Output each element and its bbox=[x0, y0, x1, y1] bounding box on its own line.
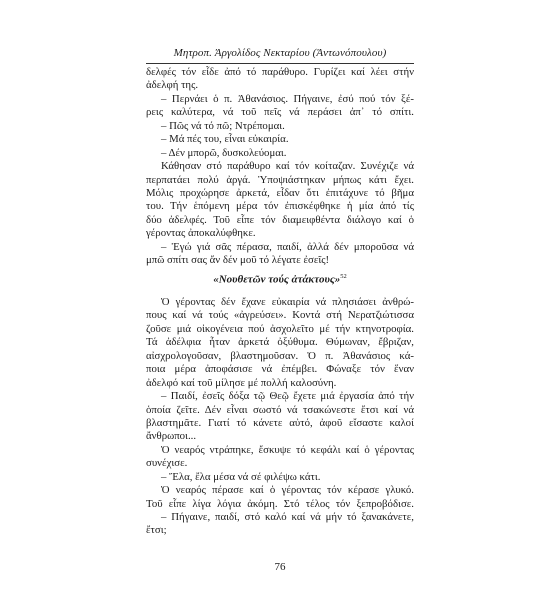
second-section-text bbox=[146, 296, 414, 538]
text-line: Ὁ νεαρός πέρασε καί ὁ γέροντας τόν κέρασε γλυκό. bbox=[161, 484, 414, 497]
text-line: ζοῦσε μιά οἰκογένεια πού ἀσχολεῖτο μέ τήν κτηνοτροφία. bbox=[146, 322, 414, 335]
text-line: γέροντας ἀποκαλύφθηκε. bbox=[146, 227, 256, 240]
text-line: – Πήγαινε, παιδί, στό καλό καί νά μήν τό ξανακάνετε, bbox=[161, 511, 414, 523]
page-number: 76 bbox=[274, 561, 286, 573]
text-line: του. Τήν ἑπόμενη μέρα τόν ἐπισκέφθηκε ἡ μία ἀπό τίς bbox=[146, 200, 414, 213]
text-line: Κάθησαν στό παράθυρο καί τόν κοίταζαν. Συνέχιζε νά bbox=[161, 160, 414, 173]
text-line: ρεις καλύτερα, νά τοῦ πεῖς νά περάσει ἀπ᾽ τό σπίτι. bbox=[146, 106, 414, 119]
text-line: Τά ἀδέλφια ἦταν ἀρκετά ὀξύθυμα. Θύμωναν, ἔβριζαν, bbox=[146, 336, 414, 349]
text-line: αἰσχρολογοῦσαν, βλαστημοῦσαν. Ὁ π. Ἀθανάσιος κά- bbox=[146, 349, 414, 362]
text-line: ἔτσι; bbox=[146, 524, 167, 537]
text-line: βλαστημᾶτε. Γιατί τό κάνετε αὐτό, ἀφοῦ εἴσαστε καλοί bbox=[146, 416, 414, 429]
text-line: – Μά πές του, εἶναι εὐκαιρία. bbox=[161, 133, 289, 146]
text-line: Ὁ γέροντας δέν ἔχανε εὐκαιρία νά πλησιάσει ἀνθρώ- bbox=[161, 296, 414, 308]
text-line: Μόλις προχώρησε ἀρκετά, εἶδαν ὅτι ἐπιτάχυνε τό βῆμα bbox=[146, 186, 414, 199]
text-line: Ὁ νεαρός ντράπηκε, ἔσκυψε τό κεφάλι καί ὁ γέροντας bbox=[161, 443, 414, 456]
header-rule bbox=[146, 63, 414, 64]
text-line: δύο ἀδελφές. Τοῦ εἶπε τόν διαμειφθέντα διάλογο καί ὁ bbox=[146, 213, 414, 226]
running-header: Μητροπ. Ἀργολίδος Νεκταρίου (Ἀντωνόπουλου) bbox=[173, 47, 387, 59]
text-line: ἀδελφή της. bbox=[146, 79, 199, 92]
section-title: «Νουθετῶν τούς ἀτάκτους» bbox=[213, 273, 341, 286]
text-line: – Ἐγώ γιά σᾶς πέρασα, παιδί, ἀλλά δέν μποροῦσα νά bbox=[161, 240, 414, 253]
text-line: – Πῶς νά τό πῶ; Ντρέπομαι. bbox=[161, 119, 285, 132]
text-line: – Παιδί, ἐσεῖς δόξα τῷ Θεῷ ἔχετε μιά ἐργασία ἀπό τήν bbox=[161, 390, 414, 403]
text-line: ἄνθρωποι... bbox=[146, 430, 197, 443]
text-line: περπατάει πολύ ἀργά. Ὑποψιάστηκαν μήπως κάτι ἔχει. bbox=[146, 173, 414, 186]
text-line: – Δέν μπορῶ, δυσκολεύομαι. bbox=[161, 146, 287, 159]
first-section-text bbox=[146, 66, 414, 268]
text-line: – Περνάει ὁ π. Ἀθανάσιος. Πήγαινε, ἐσύ πού τόν ξέ- bbox=[161, 92, 414, 105]
text-line: δελφές τόν εἶδε ἀπό τό παράθυρο. Γυρίζει καί λέει στήν bbox=[146, 66, 414, 78]
text-line: – Ἔλα, ἔλα μέσα νά σέ φιλέψω κάτι. bbox=[161, 470, 321, 483]
text-line: ποια μέρα ἀποφάσισε νά ἐπέμβει. Φώναξε τόν ἕναν bbox=[146, 363, 414, 376]
text-line: ἀδελφό καί τοῦ μίλησε μέ πολλή καλοσύνη. bbox=[146, 376, 337, 389]
footnote-reference: 52 bbox=[340, 273, 347, 280]
section-heading bbox=[146, 273, 414, 286]
text-line: μπῶ σπίτι σας ἄν δέν μοῦ τό λέγατε ἐσεῖς! bbox=[146, 254, 330, 267]
text-line: συνέχισε. bbox=[146, 457, 188, 470]
text-line: ὁποία ζεῖτε. Δέν εἶναι σωστό νά τσακώνεστε ἔτσι καί νά bbox=[146, 403, 414, 416]
text-line: Τοῦ εἶπε λίγα λόγια ἀκόμη. Στό τέλος τόν ξεπροβόδισε. bbox=[146, 497, 414, 510]
text-line: πους καί νά τούς «ἀγρεύσει». Κοντά στή Νερατζιώτισσα bbox=[146, 309, 414, 322]
